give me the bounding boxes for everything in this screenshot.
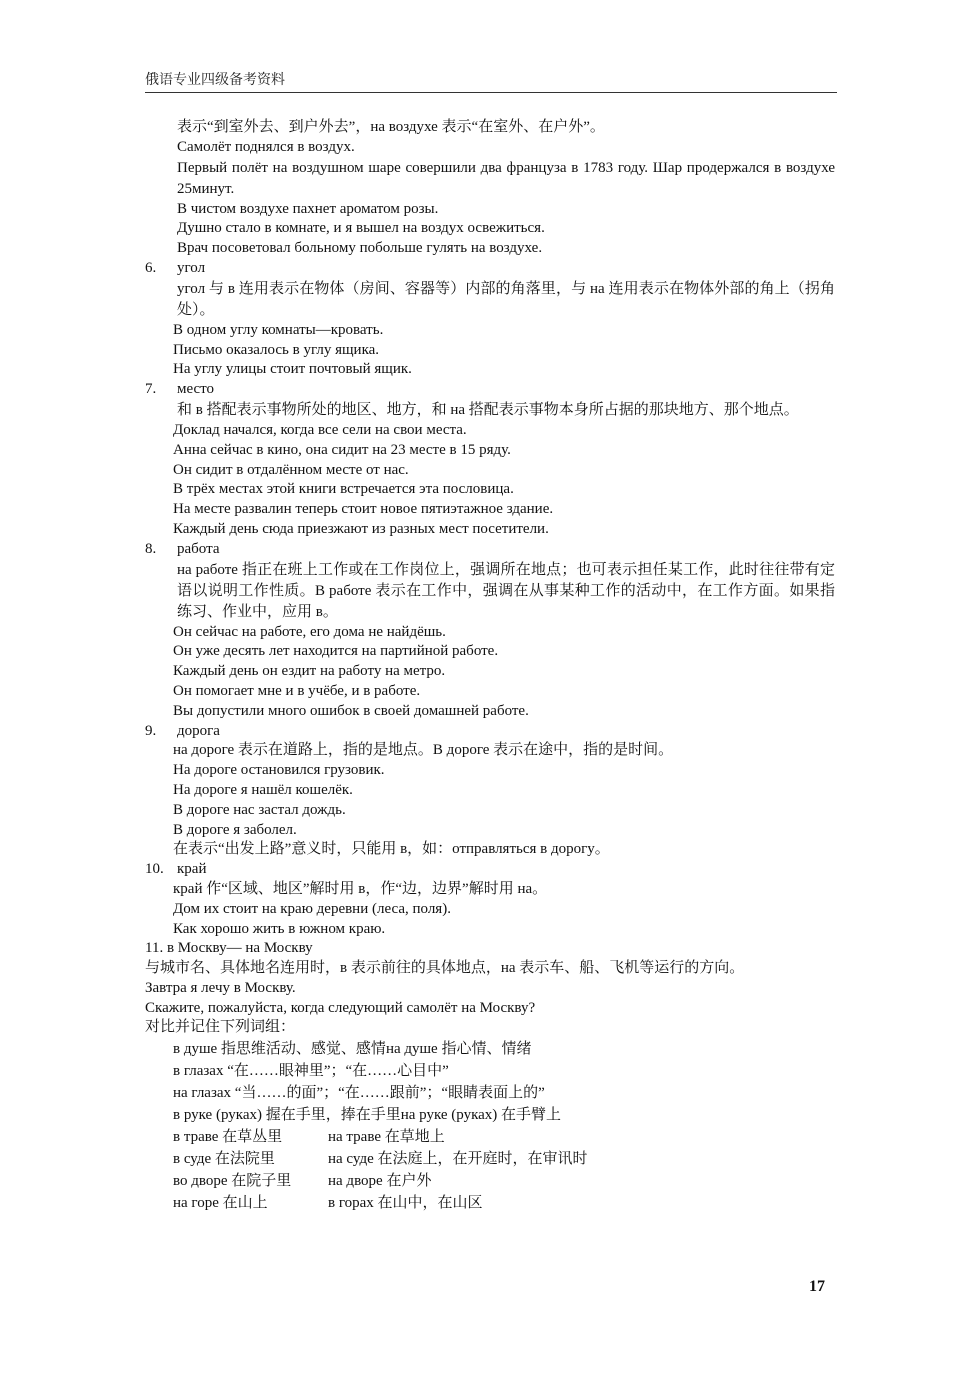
phrase-right: на суде 在法庭上，在开庭时，在审讯时 [328, 1151, 588, 1168]
phrase-pair [145, 1192, 835, 1214]
text-line: Доклад начался, когда все сели на свои места. [173, 421, 467, 438]
section-number: 6. [145, 259, 157, 276]
text-line: В дороге нас застал дождь. [173, 801, 346, 818]
text-line: На месте развалин теперь стоит новое пятиэтажное здание. [173, 501, 554, 518]
text-line: На углу улицы стоит почтовый ящик. [173, 361, 412, 378]
text-line: Он сидит в отдалённом месте от нас. [173, 461, 409, 478]
section-number: 7. [145, 381, 157, 398]
phrase-right: в горах 在山中，在山区 [328, 1195, 483, 1212]
text-line: В одном углу комнаты—кровать. [173, 321, 384, 338]
text-line: На дороге остановился грузовик. [173, 762, 385, 779]
section-number: 8. [145, 540, 157, 557]
explanation-paragraph: угол 与 в 连用表示在物体（房间、容器等）内部的角落里，与 на 连用表示在物体外部的角上（拐角处）。 [177, 280, 835, 318]
phrase-left: на глазах “当……的面”；“在……跟前”；“眼睛表面上的” [173, 1085, 545, 1102]
text-line: 对比并记住下列词组： [145, 1019, 296, 1036]
text-line: Письмо оказалось в углу ящика. [173, 341, 380, 358]
section-word: край [177, 861, 207, 878]
text-line: Душно стало в комнате, и я вышел на воздух освежиться. [177, 220, 545, 237]
section-word: угол [177, 259, 206, 276]
page-number: 17 [809, 1278, 825, 1295]
text-line: Самолёт поднялся в воздух. [177, 138, 355, 155]
text-line: Каждый день он ездит на работу на метро. [173, 663, 446, 680]
text-line: В дороге я заболел. [173, 821, 297, 838]
phrase-left: в душе 指思维活动、感觉、感情 [173, 1041, 386, 1058]
phrase-right: на руке (руках) 在手臂上 [400, 1107, 562, 1124]
section-word: работа [177, 540, 220, 557]
phrase-left: в траве 在草丛里 [173, 1129, 283, 1146]
section-heading [145, 860, 835, 880]
explanation-paragraph: 和 в 搭配表示事物所处的地区、地方，和 на 搭配表示事物本身所占据的那块地方、那个地点。 [177, 401, 799, 418]
section-heading [145, 540, 835, 560]
phrase-left: во дворе 在院子里 [173, 1173, 292, 1190]
text-line: Вы допустили много ошибок в своей домашней работе. [173, 702, 529, 719]
phrase-pair [145, 1170, 835, 1192]
explanation-paragraph: на работе 指正在班上工作或在工作岗位上，强调所在地点；也可表示担任某工作，此时往往带有定语以说明工作性质。В работе 表示在工作中，强调在从事某种工作的活动中，在工作方面。如果指练习、作业中，应用 в。 [177, 561, 835, 620]
section-heading [145, 259, 835, 279]
section-heading [145, 380, 835, 400]
text-line: 与城市名、具体地名连用时，в 表示前往的具体地点，на 表示车、船、飞机等运行的方向。 [145, 960, 745, 977]
section-word: место [177, 381, 215, 398]
text-line: 表示“到室外去、到户外去”，на воздухе 表示“在室外、在户外”。 [177, 119, 605, 135]
phrase-left: в глазах “在……眼神里”；“在……心目中” [173, 1063, 449, 1080]
text-line: В трёх местах этой книги встречается эта пословица. [173, 481, 514, 498]
text-line: край 作“区域、地区”解时用 в，作“边，边界”解时用 на。 [173, 880, 548, 897]
text-line: В чистом воздухе пахнет ароматом розы. [177, 200, 439, 217]
text-line: Он уже десять лет находится на партийной работе. [173, 643, 499, 660]
section-heading [145, 722, 835, 742]
phrase-pair [145, 1082, 835, 1104]
phrase-left: в руке (руках) 握在手里，捧在手里 [173, 1107, 401, 1124]
phrase-pair [145, 1104, 835, 1126]
phrase-left: в суде 在法院里 [173, 1151, 275, 1168]
header-title: 俄语专业四级备考资料 [145, 73, 285, 88]
text-line: Каждый день сюда приезжают из разных мест посетители. [173, 520, 549, 537]
page-header [145, 70, 837, 93]
phrase-pair [145, 1148, 835, 1170]
section-number: 10. [145, 861, 164, 878]
phrase-right: на душе 指心情、情绪 [385, 1041, 532, 1058]
text-line: Врач посоветовал больному побольше гулять на воздухе. [177, 240, 543, 257]
text-line: Анна сейчас в кино, она сидит на 23 месте в 15 ряду. [173, 441, 511, 458]
phrase-right: на дворе 在户外 [328, 1173, 432, 1190]
section-number: 9. [145, 722, 157, 739]
text-line: 在表示“出发上路”意义时，只能用 в，如：отправляться в дорогу。 [173, 841, 610, 858]
phrase-pair [145, 1126, 835, 1148]
text-line: на дороге 表示在道路上，指的是地点。В дороге 表示在途中，指的是时间。 [173, 742, 674, 759]
text-line: На дороге я нашёл кошелёк. [173, 781, 353, 798]
phrase-pair [145, 1038, 835, 1060]
explanation-paragraph: Первый полёт на воздушном шаре совершили два француза в 1783 году. Шар продержался в воздухе 25минут. [177, 159, 835, 197]
text-line: Он помогает мне и в учёбе, и в работе. [173, 682, 421, 699]
text-line: Скажите, пожалуйста, когда следующий самолёт на Москву? [145, 999, 536, 1016]
phrase-right: на траве 在草地上 [328, 1129, 445, 1146]
section-word: дорога [177, 722, 220, 739]
phrase-pair [145, 1060, 835, 1082]
text-line: Дом их стоит на краю деревни (леса, поля). [173, 900, 451, 917]
text-line: Он сейчас на работе, его дома не найдёшь. [173, 623, 446, 640]
text-line: Завтра я лечу в Москву. [145, 979, 296, 996]
document-body [145, 118, 835, 1214]
phrase-left: на горе 在山上 [173, 1195, 268, 1212]
text-line: Как хорошо жить в южном краю. [173, 920, 386, 937]
text-line: 11. в Москву— на Москву [145, 940, 313, 957]
